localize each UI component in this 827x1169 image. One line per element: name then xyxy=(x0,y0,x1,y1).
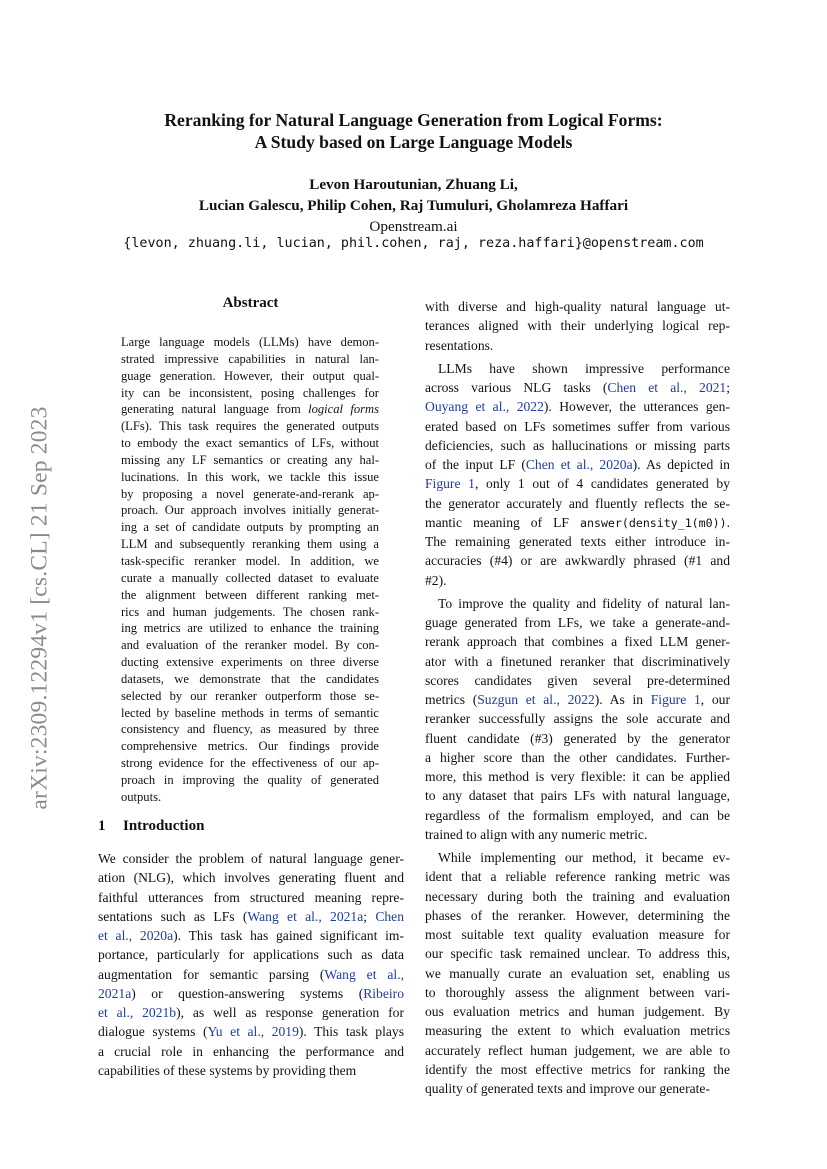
abstract-line: LLM and subsequently reranking them using a xyxy=(121,537,379,552)
citation-link[interactable]: 2021a xyxy=(98,985,132,1001)
citation-link[interactable]: Ribeiro xyxy=(363,985,404,1001)
introduction-left-column xyxy=(98,849,404,1080)
author-emails: {levon, zhuang.li, lucian, phil.cohen, raj, reza.haffari}@openstream.com xyxy=(123,236,704,251)
body-line: quality of generated texts and improve our generate- xyxy=(425,1081,710,1096)
code-span: answer(density_1(m0)) xyxy=(580,515,727,530)
body-line: accurately reflect human judgement, we are able to xyxy=(425,1042,730,1058)
abstract-body xyxy=(121,334,379,806)
abstract-line: generating natural language from logical forms xyxy=(121,402,379,417)
citation-link[interactable]: Wang et al., xyxy=(247,908,322,924)
section-number: 1 xyxy=(98,818,106,834)
body-line: metrics (Suzgun et al., 2022). As in Figure 1, our xyxy=(425,692,730,707)
citation-link[interactable]: et al., 2021b xyxy=(98,1005,177,1020)
citation-link[interactable]: Chen et al., 2020a xyxy=(525,457,633,472)
abstract-line: rics and human judgements. The chosen rank- xyxy=(121,604,379,619)
abstract-line: outputs. xyxy=(121,789,162,804)
abstract-line: comprehensive metrics. Our findings provide xyxy=(121,739,379,754)
body-line: sentations such as LFs (Wang et al., 2021a; Chen xyxy=(98,908,405,924)
body-line: necessary during both the training and evaluation xyxy=(425,888,730,904)
affiliation: Openstream.ai xyxy=(369,218,458,235)
body-line: rerank approach that combines a fixed LLM gener- xyxy=(425,634,730,650)
abstract-line: selected by our reranker outperform those se- xyxy=(121,688,379,703)
abstract-line: guage generation. However, their output qual- xyxy=(121,368,379,383)
body-line: most suitable text quality evaluation measure for xyxy=(425,927,730,942)
body-line: faithful utterances from structured meaning repre- xyxy=(98,889,404,905)
authors-line-2: Lucian Galescu, Philip Cohen, Raj Tumuluri, Gholamreza Haffari xyxy=(198,197,629,214)
body-line: capabilities of these systems by providing them xyxy=(98,1062,357,1078)
body-line: #2). xyxy=(425,572,447,588)
abstract-line: ducting extensive experiments on three diverse xyxy=(121,655,379,670)
body-line: resentations. xyxy=(425,337,494,353)
arxiv-identifier xyxy=(20,364,60,852)
abstract-line: ing metrics are utilized to enhance the training xyxy=(121,621,379,636)
body-line: deficiencies, such as hallucinations or missing parts xyxy=(425,437,730,453)
abstract-line: missing any LF semantics or creating any hal- xyxy=(121,452,379,467)
body-line: identify the most effective metrics for ranking the xyxy=(425,1061,730,1077)
citation-link[interactable]: Wang et al., xyxy=(324,966,404,982)
abstract-line: ing a set of candidate outputs by prompting an xyxy=(121,520,379,535)
abstract-line: lucinations. In this work, we tackle this issue xyxy=(121,469,379,484)
body-line: guage generated from LFs, we take a generate-and- xyxy=(425,615,730,630)
citation-link[interactable]: 2021a xyxy=(330,908,364,924)
body-line: terances aligned with their underlying logical rep- xyxy=(425,318,730,334)
body-line: augmentation for semantic parsing (Wang et al., xyxy=(98,966,404,982)
abstract-line: the alignment between different ranking met- xyxy=(121,587,379,602)
body-line: Ouyang et al., 2022). However, the utterances gen- xyxy=(425,399,730,415)
body-line: a crucial role in enhancing the performance and xyxy=(98,1043,404,1059)
abstract-line: to embody the exact semantics of LFs, without xyxy=(121,436,379,451)
paper-title-line-2: A Study based on Large Language Models xyxy=(254,132,573,152)
abstract-line: and evaluation of the reranker model. By con- xyxy=(121,638,379,653)
body-line: scores candidates given several pre-determined xyxy=(425,672,730,688)
body-line: 2021a) or question-answering systems (Ribeiro xyxy=(98,985,404,1001)
body-line: We consider the problem of natural language gener- xyxy=(98,851,404,866)
body-line: a higher score than the other candidates. Further- xyxy=(425,749,730,765)
abstract-line: task-specific reranker model. In addition, we xyxy=(121,553,379,568)
body-line: mantic meaning of LF answer(density_1(m0)). xyxy=(425,514,730,530)
body-line: While implementing our method, it became ev- xyxy=(438,850,730,865)
body-line: phases of the reranker. However, determining the xyxy=(425,907,730,923)
body-line: ous evaluation metrics and human judgement. By xyxy=(425,1004,730,1019)
paper-title-line-1: Reranking for Natural Language Generation from Logical Forms: xyxy=(164,110,663,130)
body-line: to thoroughly assess the alignment between vari- xyxy=(425,984,730,1000)
citation-link[interactable]: Figure 1 xyxy=(650,692,701,707)
body-line: dialogue systems (Yu et al., 2019). This task plays xyxy=(98,1024,404,1040)
citation-link[interactable]: Yu et al., 2019 xyxy=(207,1024,299,1040)
citation-link[interactable]: Ouyang et al., 2022 xyxy=(425,399,544,415)
body-line: more, this method is very flexible: it can be applied xyxy=(425,769,730,784)
citation-link[interactable]: et al., 2020a xyxy=(98,928,174,943)
body-line: accuracies (#4) or are awkwardly phrased (#1 and xyxy=(425,553,730,569)
body-line: et al., 2020a). This task has gained significant im- xyxy=(98,928,404,943)
body-line: portance, particularly for applications such as data xyxy=(98,947,404,963)
emphasis: logical forms xyxy=(308,402,379,417)
body-line: measuring the extent to which evaluation metrics xyxy=(425,1023,730,1039)
section-heading-introduction xyxy=(98,818,204,835)
body-line: ation (NLG), which involves generating fluent and xyxy=(98,870,404,886)
body-line: across various NLG tasks (Chen et al., 2021; xyxy=(425,380,730,395)
body-line: to any dataset that pairs LFs with natural language, xyxy=(425,788,730,804)
body-line: ident that a reliable reference ranking metric was xyxy=(425,869,730,885)
abstract-line: Large language models (LLMs) have demon- xyxy=(121,335,379,349)
abstract-line: proach in improving the quality of generated xyxy=(121,772,379,787)
body-line: LLMs have shown impressive performance xyxy=(438,360,730,376)
citation-link[interactable]: Suzgun et al., 2022 xyxy=(477,692,595,707)
abstract-line: (LFs). This task requires the generated outputs xyxy=(121,419,379,434)
citation-link[interactable]: Figure 1 xyxy=(425,476,475,492)
abstract-line: proach. Our approach involves initially generat- xyxy=(121,503,379,518)
abstract-heading: Abstract xyxy=(222,295,279,311)
arxiv-identifier-text: arXiv:2309.12294v1 [cs.CL] 21 Sep 2023 xyxy=(26,406,53,810)
abstract-line: datasets, we demonstrate that the candidates xyxy=(121,671,379,686)
body-line: Figure 1, only 1 out of 4 candidates generated by xyxy=(425,476,730,492)
citation-link[interactable]: Chen et al., 2021 xyxy=(607,380,727,395)
authors-line-1: Levon Haroutunian, Zhuang Li, xyxy=(309,176,518,193)
body-line: ator with a finetuned reranker that discriminatively xyxy=(425,653,730,669)
body-line: of the input LF (Chen et al., 2020a). As depicted in xyxy=(425,457,730,472)
body-line: et al., 2021b), as well as response generation for xyxy=(98,1005,404,1020)
body-line: erated based on LFs sometimes suffer from various xyxy=(425,418,730,434)
abstract-line: strong evidence for the effectiveness of our ap- xyxy=(121,756,379,771)
body-line: fluent candidate (#3) generated by the generator xyxy=(425,730,730,746)
citation-link[interactable]: Chen xyxy=(375,908,405,924)
abstract-line: curate a manually collected dataset to evaluate xyxy=(121,570,379,585)
body-line: the generator accurately and fluently reflects the se- xyxy=(425,495,730,511)
body-line: reranker successfully assigns the sole accurate and xyxy=(425,711,730,727)
abstract-line: strated impressive capabilities in natural lan- xyxy=(121,351,379,366)
abstract-line: ity can be inconsistent, posing challenges for xyxy=(121,385,379,400)
body-line: trained to align with any numeric metric. xyxy=(425,826,648,842)
introduction-right-column xyxy=(425,297,730,1098)
abstract-line: consistency and fluency, as measured by three xyxy=(121,722,379,737)
body-line: with diverse and high-quality natural language ut- xyxy=(425,299,730,314)
body-line: our specific task remained unclear. To address this, xyxy=(425,946,730,962)
section-title: Introduction xyxy=(123,818,205,834)
body-line: The remaining generated texts either introduce in- xyxy=(425,534,730,549)
abstract-line: lected by baseline methods in terms of semantic xyxy=(121,705,379,720)
body-line: we manually curate an evaluation set, enabling us xyxy=(425,965,730,981)
body-line: To improve the quality and fidelity of natural lan- xyxy=(438,595,730,611)
body-line: regardless of the formalism employed, and can be xyxy=(425,807,730,823)
abstract-line: by proposing a novel generate-and-rerank ap- xyxy=(121,486,379,501)
